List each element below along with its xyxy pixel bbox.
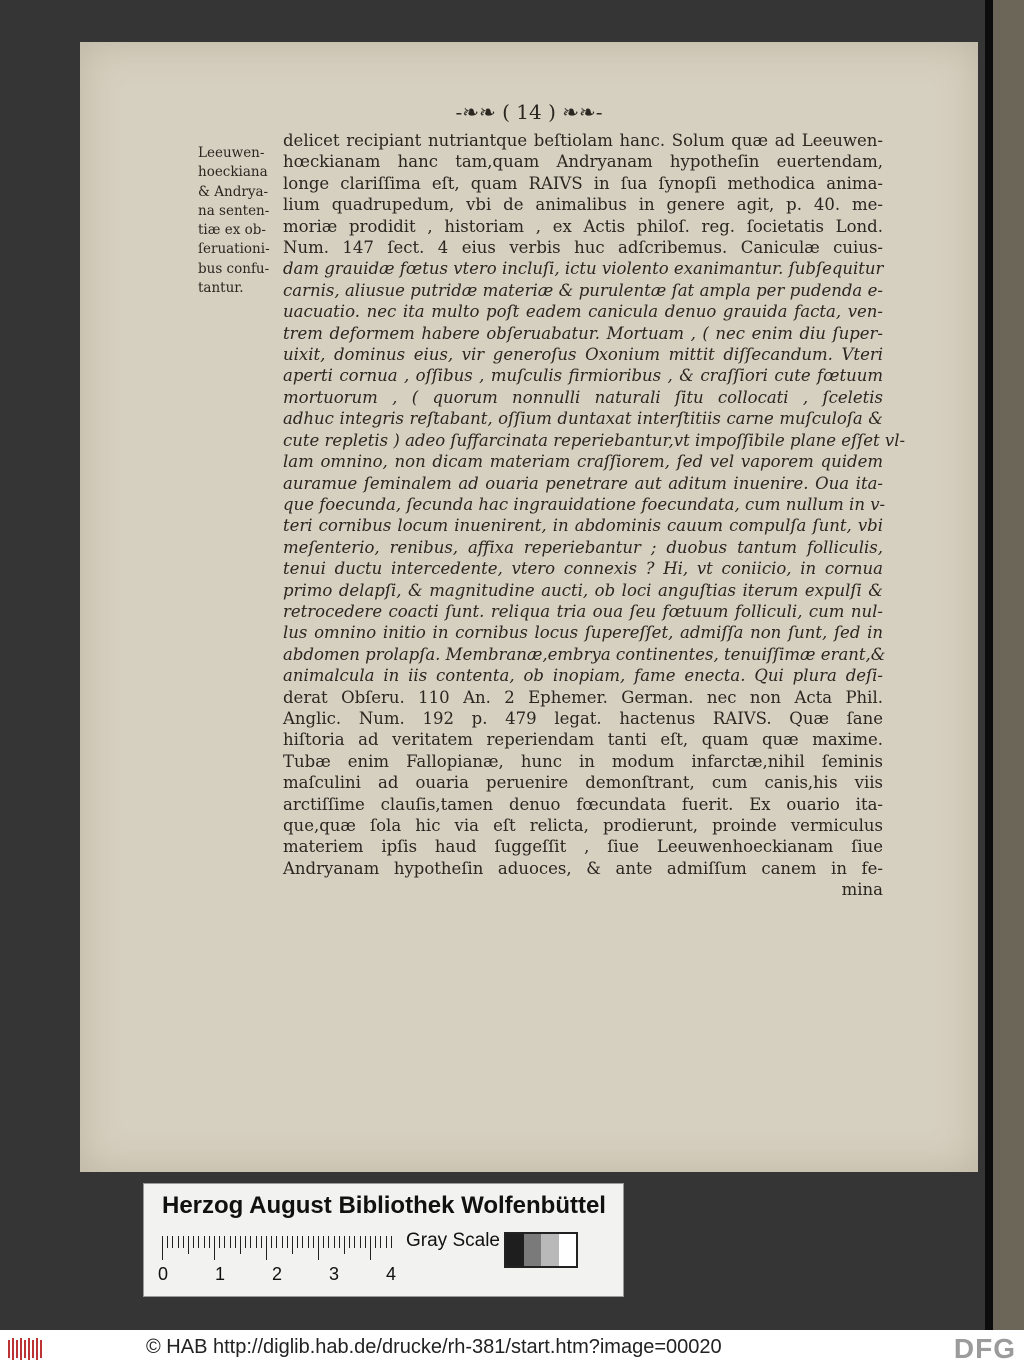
ruler-number: 1: [215, 1264, 226, 1284]
copyright-url[interactable]: © HAB http://diglib.hab.de/drucke/rh-381/start.htm?image=00020: [146, 1336, 722, 1358]
ruler-tick: [188, 1236, 189, 1254]
text-line: retrocedere coacti ſunt. reliqua tria oua ſeu fœtuum folliculi, cum nul-: [283, 601, 883, 621]
ruler-tick: [292, 1236, 293, 1254]
body-text: [283, 130, 906, 901]
page-number-header: -❧❧ ( 14 ) ❧❧-: [455, 100, 603, 124]
ruler-tick: [365, 1236, 366, 1248]
book-page: [80, 42, 978, 1172]
text-line: hœckianam hanc tam,quam Andryanam hypotheſin euertendam,: [283, 152, 883, 172]
ruler-tick: [183, 1236, 184, 1248]
margin-note-line: tiæ ex ob-: [198, 222, 266, 239]
text-line: dam grauidæ fœtus vtero incluſi, ictu violento exanimantur. ſubſequitur: [283, 259, 884, 279]
ruler-tick: [224, 1236, 225, 1248]
text-line: primo delapſi, & magnitudine aucti, ob loci anguſtias iterum expulſi &: [283, 580, 883, 600]
ruler-tick: [204, 1236, 205, 1248]
margin-note-line: Leeuwen-: [198, 145, 265, 161]
text-line: mortuorum , ( quorum nonnulli naturali ſitu collocati , ſceletis: [283, 387, 883, 407]
dfg-logo: DFG: [953, 1333, 1016, 1364]
text-line: tenui ductu intercedente, vtero connexis ? Hi, vt coniicio, in cornua: [283, 559, 883, 579]
text-line: delicet recipiant nutriantque beſtiolam hanc. Solum quæ ad Leeuwen-: [283, 131, 883, 150]
gray-scale-label: Gray Scale: [406, 1230, 500, 1251]
ruler-number: 4: [386, 1264, 397, 1284]
text-line: Andryanam hypotheſin aduoces, & ante admiſſum canem in fe-: [283, 858, 883, 878]
text-line: abdomen prolapſa. Membranæ,embrya continentes, tenuiſſimæ erant,&: [283, 644, 886, 664]
ruler-tick: [256, 1236, 257, 1248]
ruler-tick: [193, 1236, 194, 1248]
ruler-tick: [344, 1236, 345, 1254]
ruler-tick: [313, 1236, 314, 1248]
text-line: moriæ prodidit , historiam , ex Actis philoſ. reg. ſocietatis Lond.: [283, 216, 883, 236]
text-line: arctiſſime clauſis,tamen denuo fœcundata fuerit. Ex ouario ita-: [283, 794, 883, 814]
text-line: longe clariſſima eſt, quam RAIVS in ſua ſynopſi methodica anima-: [283, 173, 883, 193]
ruler-tick: [339, 1236, 340, 1248]
margin-note-line: tantur.: [198, 280, 244, 297]
ruler-tick: [198, 1236, 199, 1248]
ruler-tick: [386, 1236, 387, 1248]
text-line: mina: [841, 880, 883, 900]
text-line: derat Obſeru. 110 An. 2 Ephemer. German. nec non Acta Phil.: [283, 687, 883, 707]
ruler-tick: [334, 1236, 335, 1248]
text-line: adhuc integris reſtabant, oſſium duntaxat interſtitiis carne muſculoſa &: [283, 409, 883, 429]
ruler-tick: [235, 1236, 236, 1248]
ruler-tick: [297, 1236, 298, 1248]
text-line: Tubæ enim Fallopianæ, hunc in modum infarctæ,nihil ſeminis: [283, 751, 883, 771]
ruler-tick: [219, 1236, 220, 1248]
ruler-tick: [349, 1236, 350, 1248]
text-line: materiem ipſis haud ſuggeſſit , ſiue Leeuwenhoeckianam ſiue: [283, 837, 883, 857]
text-line: trem deformem habere obſeruabatur. Mortuam , ( nec enim diu ſuper-: [283, 323, 883, 343]
text-line: lus omnino initio in cornibus locus ſupereſſet, admiſſa non ſunt, ſed in: [283, 623, 883, 643]
footer-bar: [0, 1330, 1024, 1367]
ruler-tick: [167, 1236, 168, 1248]
text-line: cute repletis ) adeo ſuffarcinata reperiebantur,vt impoſſibile plane eſſet vl-: [283, 430, 906, 450]
ruler-tick: [245, 1236, 246, 1248]
gray-scale-swatch: [504, 1232, 578, 1268]
color-reference-card: [143, 1183, 624, 1297]
margin-note: [198, 144, 280, 298]
margin-note-line: na senten-: [198, 202, 270, 219]
text-line: hiſtoria ad veritatem reperiendam tanti eſt, quam quæ maxime.: [283, 730, 883, 750]
ruler-tick: [214, 1236, 215, 1260]
ruler-tick: [375, 1236, 376, 1248]
text-line: auramue ſeminalem ad ouaria penetrare aut aditum inuenire. Oua ita-: [283, 473, 883, 493]
book-edge: [985, 0, 1024, 1330]
ruler-tick: [287, 1236, 288, 1248]
text-line: Num. 147 ſect. 4 eius verbis huc adſcribemus. Caniculæ cuius-: [283, 238, 883, 258]
ruler-tick: [271, 1236, 272, 1248]
hab-logo-icon: [6, 1336, 44, 1362]
ruler-number: 0: [158, 1264, 169, 1284]
text-line: animalcula in iis contenta, ob inopiam, fame enecta. Qui plura deſi-: [283, 666, 883, 686]
ruler-tick: [261, 1236, 262, 1248]
ruler-tick: [178, 1236, 179, 1248]
ruler-tick: [370, 1236, 371, 1260]
ruler-tick: [360, 1236, 361, 1248]
ruler-tick: [323, 1236, 324, 1248]
ruler-number: 2: [272, 1264, 283, 1284]
text-line: maſculini ad ouaria peruenire demonſtrant, cum canis,his viis: [283, 773, 883, 793]
ruler-tick: [209, 1236, 210, 1248]
text-line: uacuatio. nec ita multo poſt eadem canicula denuo grauida facta, ven-: [283, 302, 883, 322]
text-line: meſenterio, renibus, affixa reperiebantur ; duobus tantum folliculis,: [283, 537, 883, 557]
ruler-tick: [230, 1236, 231, 1248]
ruler-tick: [302, 1236, 303, 1248]
margin-note-line: bus confu-: [198, 260, 270, 277]
ruler-tick: [328, 1236, 329, 1248]
text-line: carnis, aliusue putridæ materiæ & purulentæ ſat ampla per pudenda e-: [283, 280, 883, 300]
text-line: lam omnino, non dicam materiam craſſiorem, ſed vel vaporem quidem: [283, 452, 883, 472]
margin-note-line: ſeruationi-: [198, 241, 270, 258]
library-name: Herzog August Bibliothek Wolfenbüttel: [162, 1192, 606, 1219]
ruler-number: 3: [329, 1264, 340, 1284]
ruler-tick: [172, 1236, 173, 1248]
ruler-tick: [308, 1236, 309, 1248]
margin-note-line: hoeckiana: [198, 164, 268, 181]
ruler-tick: [250, 1236, 251, 1248]
text-line: aperti cornua , oſſibus , muſculis firmioribus , & craſſiori cute fœtuum: [283, 366, 883, 386]
text-line: que foecunda, ſecunda hac ingrauidatione foecundata, cum nullum in v-: [283, 494, 886, 514]
margin-note-line: & Andrya-: [198, 183, 269, 200]
ruler-tick: [266, 1236, 267, 1260]
ruler-tick: [354, 1236, 355, 1248]
ruler-tick: [318, 1236, 319, 1260]
text-line: que,quæ ſola hic via eſt relicta, prodierunt, proinde vermiculus: [283, 816, 883, 835]
text-line: lium quadrupedum, vbi de animalibus in genere agit, p. 40. me-: [283, 195, 883, 215]
ruler-tick: [391, 1236, 392, 1248]
text-line: Anglic. Num. 192 p. 479 legat. hactenus RAIVS. Quæ ſane: [283, 708, 883, 728]
text-line: teri cornibus locum inuenirent, in abdominis cauum compulſa ſunt, vbi: [283, 516, 883, 536]
ruler-tick: [380, 1236, 381, 1248]
book-edge-shadow: [985, 0, 993, 1330]
ruler-tick: [282, 1236, 283, 1248]
ruler-tick: [276, 1236, 277, 1248]
text-line: uixit, dominus eius, vir generoſus Oxonium mittit diſſecandum. Vteri: [283, 345, 883, 365]
ruler-tick: [162, 1236, 163, 1260]
ruler-scale: [162, 1236, 394, 1260]
ruler-tick: [240, 1236, 241, 1254]
